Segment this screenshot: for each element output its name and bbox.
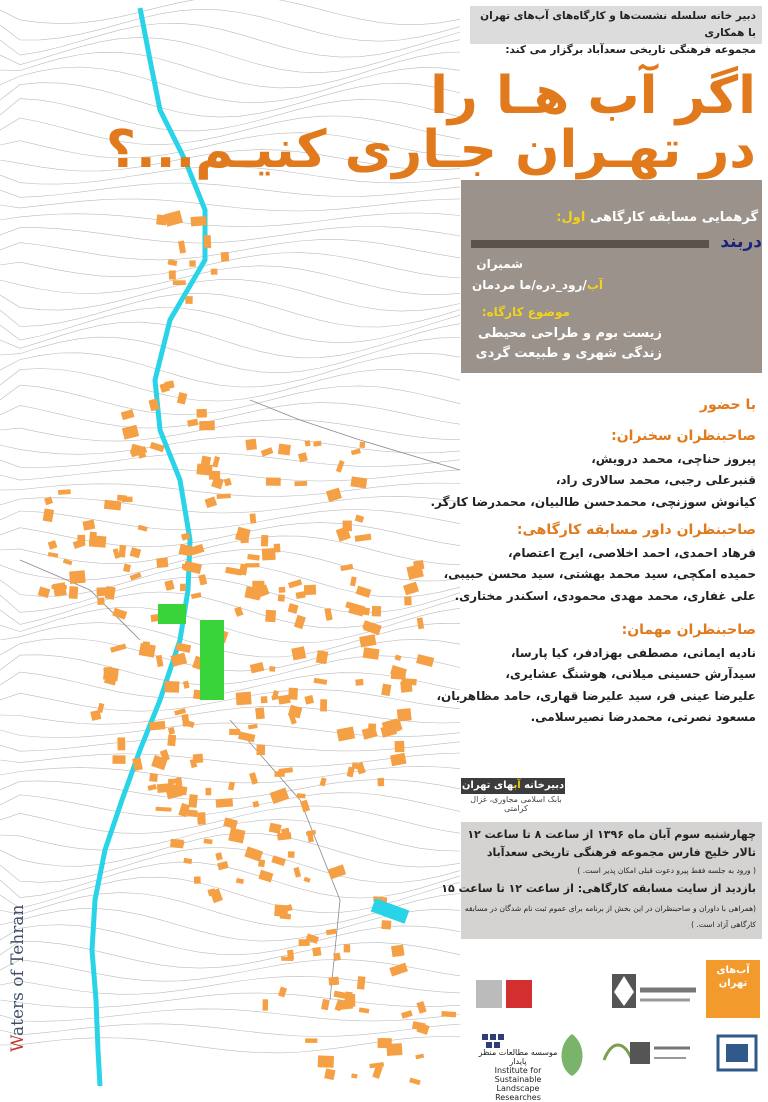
building xyxy=(169,270,176,279)
building xyxy=(416,1001,426,1014)
workshop-heading-text: گرهمایی مسابقه کارگاهی xyxy=(589,210,758,225)
darband-underline xyxy=(471,240,709,248)
isla-line-3: Landscape Researches xyxy=(495,1084,541,1102)
building xyxy=(360,442,366,448)
building xyxy=(215,852,223,860)
building xyxy=(326,929,337,936)
place-name: دربند xyxy=(720,232,762,252)
building xyxy=(293,867,301,878)
building xyxy=(211,269,218,275)
building xyxy=(204,235,211,248)
workshop-panel xyxy=(461,180,762,373)
building xyxy=(356,762,366,775)
schedule-line-4: بازدید از سایت مسابقه کارگاهی: از ساعت ۱۲ تا ساعت ۱۵ xyxy=(441,882,756,895)
guests-list xyxy=(437,643,757,728)
building xyxy=(168,727,175,735)
schedule-line-3: ( ورود به جلسه فقط پیرو دعوت قبلی امکان پذیر است. ) xyxy=(577,866,756,875)
building xyxy=(69,586,79,599)
building xyxy=(104,500,122,511)
building xyxy=(209,471,220,480)
building xyxy=(336,460,345,473)
building xyxy=(82,520,95,531)
building xyxy=(122,497,133,503)
building xyxy=(271,855,286,866)
building xyxy=(326,488,342,502)
isla-line-1: موسسه مطالعات منظر پایدار xyxy=(478,1048,558,1066)
building xyxy=(294,481,307,486)
building xyxy=(304,585,316,595)
building xyxy=(356,586,372,598)
building xyxy=(355,515,365,523)
building xyxy=(300,800,310,813)
building xyxy=(199,421,215,431)
building xyxy=(338,1000,353,1010)
title-line-1: اگر آب‌ هـا را xyxy=(430,66,756,126)
building xyxy=(357,976,366,990)
building xyxy=(58,489,71,495)
building xyxy=(204,496,217,508)
building xyxy=(180,584,186,591)
building xyxy=(187,809,198,817)
building xyxy=(417,617,424,629)
building xyxy=(378,1038,392,1048)
building xyxy=(189,260,196,266)
building xyxy=(48,540,58,550)
speakers-line: پیروز حناچی، محمد درویش، xyxy=(591,452,756,466)
building xyxy=(194,876,201,883)
building xyxy=(278,694,291,704)
schedule-line-2: تالار خلیج فارس مجموعه فرهنگی تاریخی سعدآباد xyxy=(486,846,756,859)
building xyxy=(389,963,408,977)
logo-abha-line-1: آب‌های xyxy=(716,965,750,976)
building xyxy=(297,793,306,798)
building xyxy=(391,945,404,957)
building xyxy=(239,563,248,575)
building xyxy=(412,1021,426,1031)
building xyxy=(170,839,184,849)
building xyxy=(291,646,306,660)
waters-of-tehran-watermark xyxy=(8,905,28,1052)
building xyxy=(204,839,213,845)
building xyxy=(117,737,125,750)
building xyxy=(250,513,257,523)
building xyxy=(217,861,229,870)
workshop-heading-highlight: اول: xyxy=(556,210,586,225)
building xyxy=(337,727,356,742)
building xyxy=(173,280,186,285)
leaf-logo xyxy=(552,1030,592,1080)
building xyxy=(378,778,385,786)
building xyxy=(351,1073,357,1078)
building xyxy=(355,679,363,686)
jury-list xyxy=(444,543,756,607)
secretariat-badge xyxy=(461,778,565,794)
building xyxy=(229,729,240,736)
guests-title: صاحبنظران مهمان: xyxy=(621,622,756,638)
building xyxy=(305,440,311,446)
building xyxy=(403,582,419,596)
building xyxy=(142,641,150,653)
cultural-complex-logo xyxy=(600,968,700,1018)
building xyxy=(228,828,245,844)
building xyxy=(415,1054,424,1060)
tagline-highlight: آب xyxy=(586,278,603,292)
building xyxy=(216,798,233,808)
building xyxy=(321,999,330,1010)
building xyxy=(342,520,351,531)
building xyxy=(256,745,265,755)
building xyxy=(314,678,328,685)
secretariat-pre: دبیرخانه xyxy=(524,780,565,791)
building xyxy=(77,535,85,546)
building xyxy=(381,684,391,697)
building xyxy=(324,1068,335,1080)
building xyxy=(344,944,351,952)
building xyxy=(381,920,391,929)
building xyxy=(305,1038,317,1043)
building xyxy=(228,782,235,791)
schedule-line-6: کارگاهی آزاد است. ) xyxy=(691,920,756,929)
building xyxy=(372,606,381,617)
speakers-list xyxy=(430,449,756,513)
watermark-rest: aters of Tehran xyxy=(8,904,28,1036)
jury-title: صاحبنظران داور مسابقه کارگاهی: xyxy=(516,522,756,538)
building xyxy=(69,570,86,584)
waters-of-tehran-logo xyxy=(706,960,760,1018)
building xyxy=(167,734,176,746)
secretariat-names: بابک اسلامی مجاوری، غزال کرامتی xyxy=(470,795,562,813)
building xyxy=(193,754,204,764)
building xyxy=(416,654,434,667)
building xyxy=(110,643,126,652)
building xyxy=(333,953,341,961)
building xyxy=(258,870,273,883)
building xyxy=(350,576,357,586)
building xyxy=(319,777,326,786)
building xyxy=(48,552,59,558)
building xyxy=(234,606,243,616)
building xyxy=(224,478,232,486)
building xyxy=(97,598,104,605)
building xyxy=(164,580,174,591)
building xyxy=(368,723,376,729)
building xyxy=(269,823,282,834)
building xyxy=(278,594,285,601)
isla-logo xyxy=(476,1048,560,1102)
building xyxy=(43,508,54,522)
building xyxy=(156,214,167,225)
building xyxy=(382,718,401,735)
logo-abha-line-2: تهران xyxy=(718,978,748,989)
building xyxy=(150,442,165,452)
building xyxy=(262,548,276,560)
organizer-banner xyxy=(470,6,762,56)
building xyxy=(281,957,293,962)
road-r1 xyxy=(250,400,460,470)
building xyxy=(261,447,274,457)
schedule-line-1: چهارشنبه سوم آبان ماه ۱۳۹۶ از ساعت ۸ تا ساعت ۱۲ xyxy=(467,828,756,841)
building xyxy=(89,535,107,548)
building xyxy=(313,441,321,447)
schedule-line-5: (همراهی با داوران و صاحبنظران در این بخش از برنامه برای عموم ثبت نام شدگان در مسابقه xyxy=(464,904,756,913)
guests-line: مسعود نصرتی، محمدرضا نصیرسلامی. xyxy=(530,709,756,724)
banner-line-2: مجموعه فرهنگی تاریخی سعدآباد برگزار می کند: xyxy=(505,44,756,56)
building xyxy=(201,456,211,466)
speakers-line: قنبرعلی رجبی، محمد سالاری راد، xyxy=(555,473,756,488)
building xyxy=(198,574,207,585)
building xyxy=(168,259,178,266)
speakers-title: صاحبنظران سخنران: xyxy=(611,428,756,444)
building xyxy=(351,449,361,456)
banner-line-1: دبیر خانه سلسله نشست‌ها و کارگاه‌های آب‌های تهران با همکاری xyxy=(480,10,756,39)
building xyxy=(413,560,424,571)
building xyxy=(294,615,306,629)
building xyxy=(206,788,212,795)
building xyxy=(197,812,206,825)
building xyxy=(149,721,165,731)
building xyxy=(359,634,376,647)
jury-line: فرهاد احمدی، احمد اخلاصی، ایرج اعتصام، xyxy=(507,546,756,560)
building xyxy=(196,409,207,418)
workshop-tagline xyxy=(472,278,603,292)
building xyxy=(250,662,265,673)
workshop-heading xyxy=(556,210,758,225)
building xyxy=(334,991,348,999)
building xyxy=(247,554,260,561)
building xyxy=(177,392,188,405)
building xyxy=(156,557,168,567)
building xyxy=(221,252,229,262)
topic-label: موضوع کارگاه: xyxy=(481,305,570,319)
building xyxy=(112,755,125,764)
topic-line-1: زیست بوم و طراحی محیطی xyxy=(478,326,662,341)
building xyxy=(191,592,202,599)
building xyxy=(90,710,101,721)
building xyxy=(441,1011,456,1017)
isla-line-2: Institute for Sustainable xyxy=(494,1066,542,1084)
building xyxy=(156,807,172,812)
building xyxy=(401,678,417,685)
building xyxy=(266,477,281,485)
building xyxy=(191,216,207,226)
jury-line: حمیده امکچی، سید محمد بهشتی، سید محسن حبیبی، xyxy=(443,567,756,582)
building xyxy=(248,724,258,730)
association-logo xyxy=(624,1030,694,1080)
building xyxy=(359,1007,370,1013)
building xyxy=(223,817,238,829)
topic-line-2: زندگی شهری و طبیعت گردی xyxy=(475,346,662,361)
building xyxy=(320,699,327,711)
building xyxy=(244,846,263,861)
building xyxy=(288,851,295,858)
building xyxy=(409,1078,421,1085)
building xyxy=(245,439,257,451)
building xyxy=(363,647,380,660)
building xyxy=(258,859,265,867)
building xyxy=(265,610,276,623)
building xyxy=(103,667,119,681)
building xyxy=(236,692,252,706)
secretariat-post: های تهران xyxy=(461,780,514,791)
building xyxy=(278,444,291,456)
building xyxy=(164,210,183,226)
attendance-label: با حضور xyxy=(699,397,756,413)
building xyxy=(288,579,302,588)
building xyxy=(252,801,259,808)
building xyxy=(130,547,142,558)
building xyxy=(183,858,192,864)
jury-line: علی غفاری، محمد مهدی محمودی، اسکندر مختاری. xyxy=(454,588,756,603)
building xyxy=(255,707,265,719)
building xyxy=(164,681,179,693)
building xyxy=(395,741,405,752)
building xyxy=(119,545,127,558)
building xyxy=(350,476,367,488)
building xyxy=(123,564,131,573)
building xyxy=(347,767,355,778)
building xyxy=(112,608,127,620)
building xyxy=(394,655,401,661)
building xyxy=(355,534,372,542)
building xyxy=(304,695,314,705)
building xyxy=(212,456,220,468)
watermark-initial: W xyxy=(8,1036,28,1052)
guests-line: نادیه ایمانی، مصطفی بهزادفر، کیا پارسا، xyxy=(510,646,756,660)
architects-society-logo xyxy=(712,1032,762,1082)
building xyxy=(324,608,332,621)
building xyxy=(261,535,269,547)
building xyxy=(269,666,275,672)
district-name: شمیران xyxy=(476,257,523,271)
building xyxy=(53,582,67,596)
building xyxy=(217,493,231,499)
building xyxy=(298,452,308,462)
building xyxy=(238,731,255,742)
tagline-rest: /رود_دره/ما مردمان xyxy=(472,278,587,292)
building xyxy=(187,419,198,427)
pool xyxy=(371,898,410,923)
building xyxy=(149,773,158,782)
guests-line: سیدآرش حسینی میلانی، هوشنگ عشایری، xyxy=(505,667,756,682)
building xyxy=(304,877,311,883)
building xyxy=(96,587,111,596)
building xyxy=(236,878,244,884)
building xyxy=(138,525,148,532)
building xyxy=(340,564,353,571)
building xyxy=(274,771,284,777)
building xyxy=(122,425,139,440)
building xyxy=(279,587,286,593)
park-area xyxy=(200,620,224,700)
building xyxy=(278,987,287,998)
guests-line: علیرضا عینی فر، سید علیرضا قهاری، حامد مظاهریان، xyxy=(436,688,756,703)
building xyxy=(397,708,412,722)
building xyxy=(182,564,188,570)
building xyxy=(312,947,321,957)
building xyxy=(156,655,164,667)
secretariat-highlight: آب xyxy=(513,780,521,791)
building xyxy=(404,597,412,606)
building xyxy=(185,296,193,304)
park-area-2 xyxy=(158,604,186,624)
speakers-line: کیانوش سوزنچی، محمدحسن طالبیان، محمدرضا کارگر. xyxy=(430,494,756,509)
building xyxy=(328,864,346,879)
title-line-2: در تهـران جـاری کنیـم...؟ xyxy=(105,120,756,180)
building xyxy=(328,977,339,986)
building xyxy=(280,913,291,919)
building xyxy=(262,999,268,1010)
building xyxy=(401,1010,413,1019)
building xyxy=(316,650,328,664)
building xyxy=(318,1055,334,1067)
building xyxy=(121,409,135,420)
building xyxy=(299,939,310,946)
partner-logos-red xyxy=(474,976,536,1016)
building xyxy=(261,696,268,703)
building xyxy=(390,753,407,767)
building xyxy=(183,681,190,689)
building xyxy=(147,784,156,791)
building xyxy=(288,603,299,614)
